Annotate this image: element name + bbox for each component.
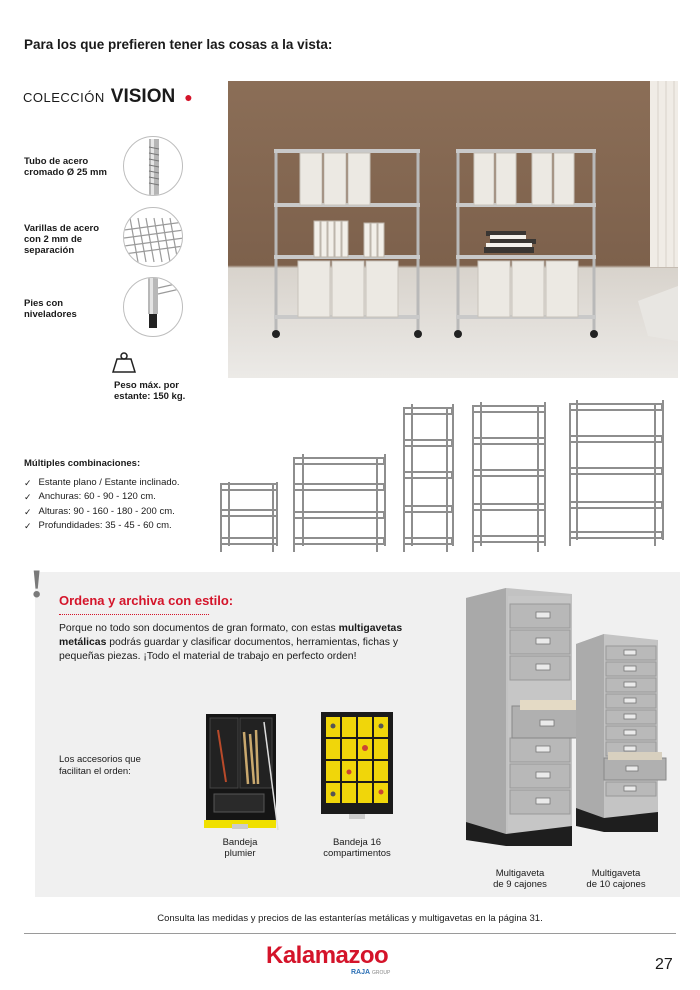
- feature-tube: [24, 156, 107, 178]
- check-icon: ✓: [24, 478, 32, 488]
- drawer-caption-line2: de 10 cajones: [586, 879, 646, 890]
- page-number: 27: [655, 956, 673, 973]
- feature-mesh-line1: Varillas de acero: [24, 223, 99, 234]
- tray-caption-line2: plumier: [224, 848, 256, 859]
- description-part: podrás guardar y clasificar documentos, herramientas, fichas y pequeñas piezas. ¡Todo el material de trabajo en perfecto orden!: [59, 637, 399, 662]
- nine-drawer-caption: [480, 868, 560, 890]
- red-dot-icon: ●: [184, 89, 193, 105]
- feature-mesh-line3: separación: [24, 245, 75, 256]
- footer-note: Consulta las medidas y precios de las estanterías metálicas y multigavetas en la página 31.: [157, 913, 543, 924]
- feature-tube-line1: Tubo de acero: [24, 156, 89, 167]
- feature-feet-line2: niveladores: [24, 309, 77, 320]
- tray-caption-line1: Bandeja: [222, 837, 258, 848]
- raja-group-logo: [351, 969, 390, 976]
- collection-name: VISION: [110, 86, 176, 107]
- feature-mesh-line2: con 2 mm de: [24, 234, 83, 245]
- compartment-tray-image: [321, 712, 393, 827]
- compartment-tray-caption: [310, 837, 404, 859]
- exclamation-icon: !: [30, 561, 44, 606]
- title-divider: [59, 614, 209, 615]
- organize-description: [59, 622, 439, 664]
- list-item: [24, 476, 180, 490]
- drawer-caption-line2: de 9 cajones: [493, 879, 547, 890]
- page-heading: Para los que prefieren tener las cosas a la vista:: [24, 37, 333, 52]
- weight-label: [114, 380, 185, 402]
- list-item: [24, 490, 180, 504]
- description-bold: multigavetas metálicas: [59, 623, 403, 648]
- group-text: GROUP: [372, 970, 391, 976]
- shelf-variants: [215, 398, 670, 565]
- feature-feet-line1: Pies con: [24, 298, 64, 309]
- check-icon: ✓: [24, 492, 32, 503]
- drawer-caption-line1: Multigaveta: [495, 868, 545, 879]
- footer-divider: [24, 933, 676, 934]
- chrome-tube-icon: [123, 136, 183, 196]
- ten-drawer-cabinet-image: [572, 632, 668, 837]
- description-part: Porque no todo son documentos de gran formato, con estas: [59, 623, 339, 634]
- combinations-title: Múltiples combinaciones:: [24, 458, 141, 469]
- accessories-line1: Los accesorios que: [59, 754, 141, 765]
- combination-text: Anchuras: 60 - 90 - 120 cm.: [38, 491, 156, 503]
- feature-mesh: [24, 223, 99, 256]
- drawer-caption-line1: Multigaveta: [591, 868, 641, 879]
- combination-text: Profundidades: 35 - 45 - 60 cm.: [38, 519, 172, 531]
- combination-text: Alturas: 90 - 160 - 180 - 200 cm.: [38, 505, 175, 517]
- pen-tray-caption: [200, 837, 280, 859]
- feature-tube-line2: cromado Ø 25 mm: [24, 167, 107, 178]
- tray-caption-line1: Bandeja 16: [332, 837, 382, 848]
- weight-line2: estante: 150 kg.: [114, 391, 186, 402]
- kalamazoo-logo: Kalamazoo: [266, 942, 389, 969]
- combination-text: Estante plano / Estante inclinado.: [38, 477, 180, 488]
- weight-line1: Peso máx. por: [114, 380, 179, 391]
- check-icon: ✓: [24, 506, 32, 517]
- organize-title: Ordena y archiva con estilo:: [59, 593, 234, 608]
- ten-drawer-caption: [576, 868, 656, 890]
- weight-icon: [112, 351, 136, 378]
- shelving-photo: [228, 81, 678, 378]
- steel-mesh-icon: [123, 207, 183, 267]
- collection-title: [23, 86, 193, 108]
- collection-prefix: COLECCIÓN: [23, 90, 105, 105]
- feature-feet: [24, 298, 77, 320]
- combinations-list: [24, 476, 180, 533]
- pen-tray-image: [204, 712, 280, 837]
- accessories-line2: facilitan el orden:: [59, 766, 131, 777]
- raja-text: RAJA: [351, 969, 371, 976]
- tray-caption-line2: compartimentos: [323, 848, 391, 859]
- nine-drawer-cabinet-image: [460, 586, 590, 851]
- accessories-label: [59, 754, 169, 778]
- list-item: [24, 519, 180, 533]
- list-item: [24, 505, 180, 519]
- leveling-foot-icon: [123, 277, 183, 337]
- check-icon: ✓: [24, 520, 32, 531]
